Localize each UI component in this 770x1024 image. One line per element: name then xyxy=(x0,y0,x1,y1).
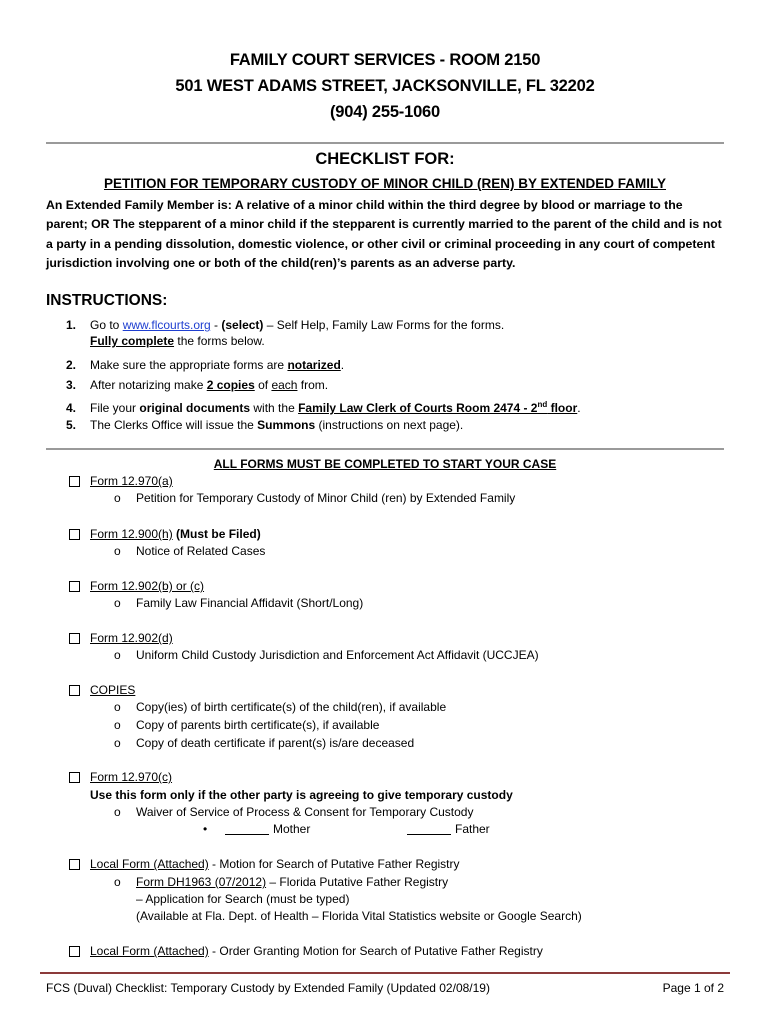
form-label: Form 12.970(a) xyxy=(90,474,173,488)
checkbox[interactable] xyxy=(69,772,80,783)
summons-text: Summons xyxy=(257,418,316,432)
mother-blank-field[interactable] xyxy=(225,822,269,835)
instruction-number: 2. xyxy=(66,358,77,372)
each-text: each xyxy=(271,378,298,392)
fully-complete-text: Fully complete xyxy=(90,334,175,348)
bullet-icon: o xyxy=(114,736,121,750)
instruction-text: with the xyxy=(250,401,299,415)
checkbox[interactable] xyxy=(69,859,80,870)
bullet-icon: o xyxy=(114,718,121,732)
sub-item xyxy=(114,699,446,716)
checklist-title: CHECKLIST FOR: xyxy=(315,150,455,168)
header-line-3: (904) 255-1060 xyxy=(329,103,441,121)
sub-item-continuation: – Application for Search (must be typed) xyxy=(136,892,350,906)
instruction-text: The Clerks Office will issue the xyxy=(90,418,258,432)
checkbox[interactable] xyxy=(69,476,80,487)
sub-item-continuation: (Available at Fla. Dept. of Health – Florida Vital Statistics website or Google Search) xyxy=(136,909,582,923)
form-label-group xyxy=(90,856,460,873)
floor-text: floor xyxy=(547,401,578,415)
clerk-location-text xyxy=(298,401,577,415)
flcourts-link[interactable]: www.flcourts.org xyxy=(122,318,211,332)
sub-item-text: Family Law Financial Affidavit (Short/Long) xyxy=(136,596,364,610)
notarized-text: notarized xyxy=(287,358,341,372)
father-line xyxy=(407,821,490,838)
footer-divider xyxy=(40,972,730,974)
sub-item-text: Petition for Temporary Custody of Minor Child (ren) by Extended Family xyxy=(136,491,516,505)
sub-item-text: Uniform Child Custody Jurisdiction and Enforcement Act Affidavit (UCCJEA) xyxy=(136,648,539,662)
sub-item-text: – Florida Putative Father Registry xyxy=(266,875,449,889)
instruction-text: – Self Help, Family Law Forms for the forms. xyxy=(263,318,505,332)
instruction-5 xyxy=(66,417,726,433)
checkbox[interactable] xyxy=(69,685,80,696)
sub-item-text: Notice of Related Cases xyxy=(136,544,266,558)
instruction-text: (instructions on next page). xyxy=(315,418,464,432)
instruction-number: 3. xyxy=(66,378,77,392)
instruction-text: Go to xyxy=(90,318,123,332)
form-dh1963-label: Form DH1963 (07/2012) xyxy=(136,875,267,889)
form-label: Form 12.970(c) xyxy=(90,770,173,784)
bullet-icon: o xyxy=(114,544,121,558)
ordinal-suffix: nd xyxy=(537,400,548,409)
bullet-icon: • xyxy=(203,822,208,836)
form-label-group xyxy=(90,943,543,960)
instruction-text: After notarizing make xyxy=(90,378,207,392)
checkbox[interactable] xyxy=(69,946,80,957)
form-label-group xyxy=(90,526,261,543)
instruction-text: . xyxy=(340,358,345,372)
sub-item-text: Copy(ies) of birth certificate(s) of the child(ren), if available xyxy=(136,700,447,714)
petition-title: PETITION FOR TEMPORARY CUSTODY OF MINOR CHILD (REN) BY EXTENDED FAMILY xyxy=(103,176,667,191)
checkbox[interactable] xyxy=(69,581,80,592)
instruction-text: from. xyxy=(297,378,329,392)
bullet-icon: o xyxy=(114,491,121,505)
bullet-icon: o xyxy=(114,805,121,819)
sub-item-text: Copy of death certificate if parent(s) is/are deceased xyxy=(136,736,415,750)
header-line-1: FAMILY COURT SERVICES - ROOM 2150 xyxy=(229,51,541,69)
form-label: Form 12.902(b) or (c) xyxy=(90,579,205,593)
instruction-4 xyxy=(66,397,726,416)
instruction-number: 1. xyxy=(66,318,77,332)
form-label: Local Form (Attached) xyxy=(90,944,209,958)
sub-item xyxy=(114,874,448,891)
checkbox[interactable] xyxy=(69,529,80,540)
sub-item-text: Waiver of Service of Process & Consent for Temporary Custody xyxy=(136,805,474,819)
instruction-text: of xyxy=(254,378,272,392)
header-divider xyxy=(46,142,724,144)
bullet-icon: o xyxy=(114,648,121,662)
form-label: Form 12.902(d) xyxy=(90,631,173,645)
form-description: - Order Granting Motion for Search of Putative Father Registry xyxy=(208,944,543,958)
instruction-1 xyxy=(66,317,726,349)
instruction-text: . xyxy=(577,401,581,415)
sub-item xyxy=(114,735,414,752)
father-blank-field[interactable] xyxy=(407,822,451,835)
form-description: - Motion for Search of Putative Father Registry xyxy=(208,857,460,871)
clerk-room-text: Family Law Clerk of Courts Room 2474 - 2 xyxy=(298,401,538,415)
original-documents-text: original documents xyxy=(139,401,251,415)
bullet-icon: o xyxy=(114,700,121,714)
instruction-number: 4. xyxy=(66,401,77,415)
footer-left: FCS (Duval) Checklist: Temporary Custody by Extended Family (Updated 02/08/19) xyxy=(46,981,490,995)
page-number: Page 1 of 2 xyxy=(662,981,724,995)
form-label: Form 12.900(h) xyxy=(90,527,173,541)
father-label: Father xyxy=(455,822,490,836)
mother-label: Mother xyxy=(273,822,311,836)
all-forms-heading: ALL FORMS MUST BE COMPLETED TO START YOUR CASE xyxy=(213,457,557,471)
bullet-icon: o xyxy=(114,875,121,889)
instruction-bold: (select) xyxy=(221,318,264,332)
instruction-text: - xyxy=(210,318,222,332)
sub-item xyxy=(114,804,473,821)
form-label: COPIES xyxy=(90,683,136,697)
sub-item xyxy=(114,543,265,560)
instruction-text: File your xyxy=(90,401,140,415)
intro-paragraph: An Extended Family Member is: A relative of a minor child within the third degree by blood or marriage to the parent; OR The stepparent of a minor child if the stepparent is currently married to the parent of the child and is not a party in a pending dissolution, domestic violence, or other civil or criminal proceeding in any court of competent jurisdiction involving one or both of the child(ren)’s parents as an adverse party. xyxy=(46,198,722,271)
sub-item xyxy=(114,647,539,664)
header-line-2: 501 WEST ADAMS STREET, JACKSONVILLE, FL 32202 xyxy=(175,77,595,95)
sub-item-text: Copy of parents birth certificate(s), if available xyxy=(136,718,380,732)
sub-item xyxy=(114,717,379,734)
forms-divider xyxy=(46,448,724,450)
must-be-filed-text: (Must be Filed) xyxy=(176,527,261,541)
instruction-text: the forms below. xyxy=(174,334,265,348)
instruction-2 xyxy=(66,357,726,373)
checkbox[interactable] xyxy=(69,633,80,644)
sub-item xyxy=(114,490,515,507)
copies-count-text: 2 copies xyxy=(206,378,255,392)
instruction-3 xyxy=(66,377,726,393)
header xyxy=(0,47,770,125)
mother-line xyxy=(203,821,310,838)
instruction-text: Make sure the appropriate forms are xyxy=(90,358,288,372)
instructions-heading: INSTRUCTIONS: xyxy=(46,292,168,309)
sub-item xyxy=(114,595,363,612)
instruction-number: 5. xyxy=(66,418,77,432)
form-label: Local Form (Attached) xyxy=(90,857,209,871)
form-note: Use this form only if the other party is agreeing to give temporary custody xyxy=(90,788,513,802)
bullet-icon: o xyxy=(114,596,121,610)
